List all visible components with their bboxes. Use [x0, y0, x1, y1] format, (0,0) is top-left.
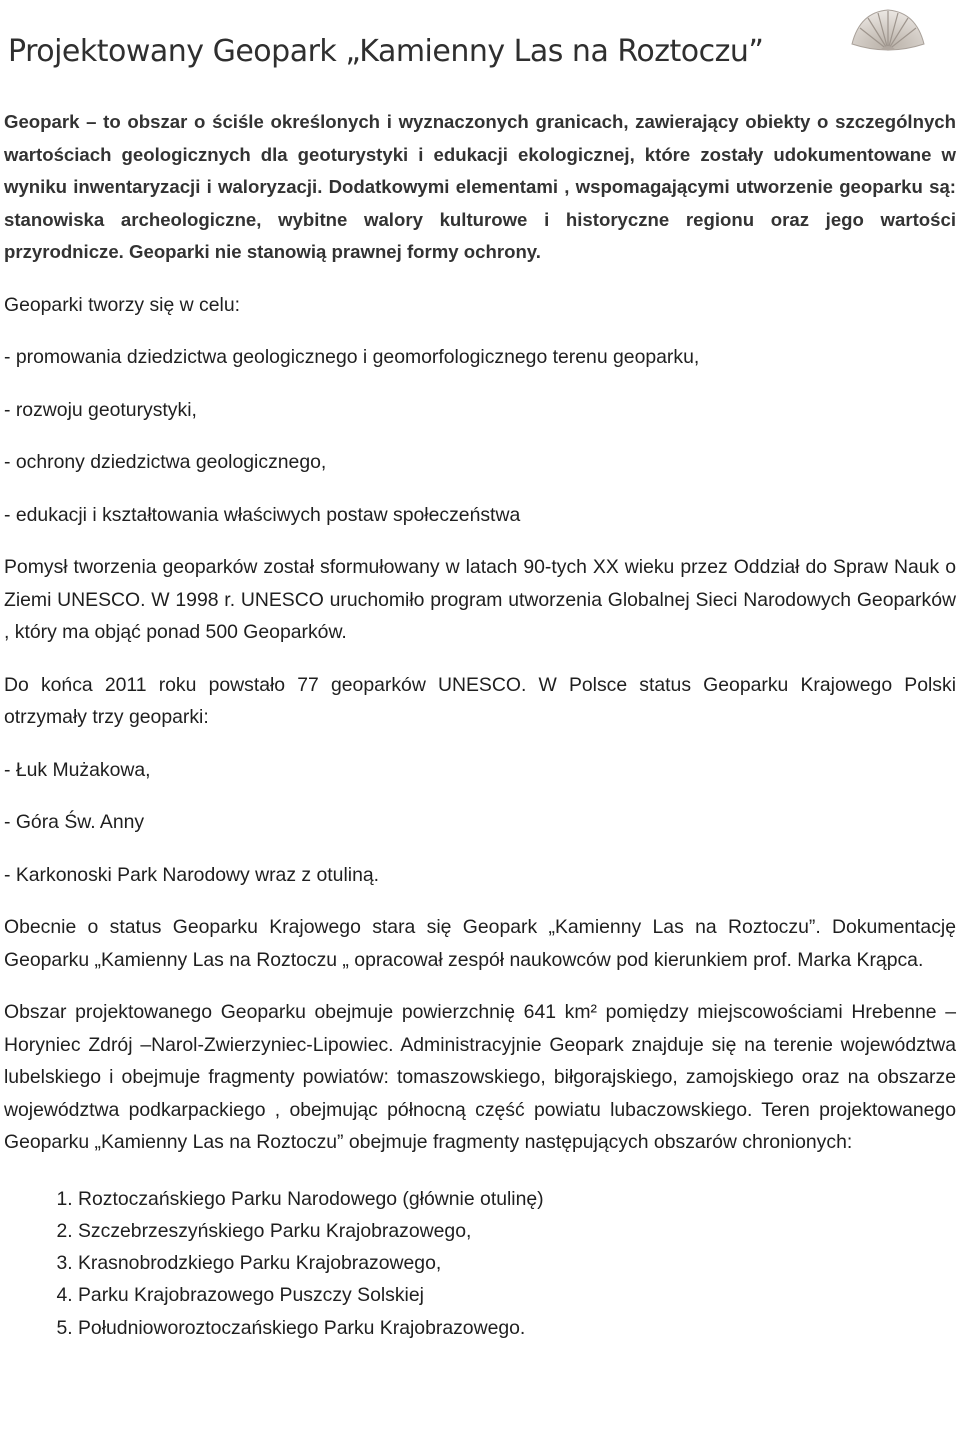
- protected-area-item: 1. Roztoczańskiego Parku Narodowego (głównie otulinę): [78, 1183, 956, 1215]
- protected-area-item: 4. Parku Krajobrazowego Puszczy Solskiej: [78, 1279, 956, 1311]
- shell-icon: [846, 6, 930, 52]
- goal-item: - promowania dziedzictwa geologicznego i geomorfologicznego terenu geoparku,: [4, 346, 700, 368]
- goal-item: - rozwoju geoturystyki,: [4, 398, 197, 421]
- unesco-paragraph: Pomysł tworzenia geoparków został sformułowany w latach 90-tych XX wieku przez Oddział do Spraw Nauk o Ziemi UNESCO. W 1998 r. UNESCO uruchomiło program utworzenia Globalnej Sieci Narodowych Geoparków , który ma objąć ponad 500 Geoparków.: [4, 556, 956, 643]
- protected-area-item: 5. Południoworoztoczańskiego Parku Krajobrazowego.: [78, 1312, 956, 1344]
- page-title: Projektowany Geopark „Kamienny Las na Roztoczu”: [8, 34, 764, 69]
- protected-area-item: 3. Krasnobrodzkiego Parku Krajobrazowego,: [78, 1247, 956, 1279]
- polish-geopark-item: - Karkonoski Park Narodowy wraz z otuliną.: [4, 863, 380, 886]
- goal-item: - edukacji i kształtowania właściwych postaw społeczeństwa: [4, 503, 521, 526]
- goals-heading: Geoparki tworzy się w celu:: [4, 293, 241, 316]
- protected-areas-list: [4, 1183, 956, 1344]
- goal-item: - ochrony dziedzictwa geologicznego,: [4, 451, 327, 473]
- intro-paragraph: Geopark – to obszar o ściśle określonych i wyznaczonych granicach, zawierający obiekty o szczególnych wartościach geologicznych dla geoturystyki i edukacji ekologicznej, które zostały udokumentowane w wyniku inwentaryzacji i waloryzacji. Dodatkowymi elementami , wspomagającymi utworzenie geoparku są: stanowiska archeologiczne, wybitne walory kulturowe i historyczne regionu oraz jego wartości przyrodnicze. Geoparki nie stanowią prawnej formy ochrony.: [4, 111, 956, 262]
- document-body: [4, 106, 956, 1344]
- area-paragraph: Obszar projektowanego Geoparku obejmuje powierzchnię 641 km² pomiędzy miejscowościami Hrebenne –Horyniec Zdrój –Narol-Zwierzyniec-Lipowiec. Administracyjnie Geopark znajduje się na terenie województwa lubelskiego i obejmuje fragmenty powiatów: tomaszowskiego, biłgorajskiego, zamojskiego oraz na obszarze województwa podkarpackiego , obejmując północną część powiatu lubaczowskiego. Teren projektowanego Geoparku „Kamienny Las na Roztoczu” obejmuje fragmenty następujących obszarów chronionych:: [4, 1001, 956, 1153]
- polish-geopark-item: - Góra Św. Anny: [4, 811, 145, 833]
- poland-paragraph: Do końca 2011 roku powstało 77 geoparków UNESCO. W Polsce status Geoparku Krajowego Polski otrzymały trzy geoparki:: [4, 673, 956, 728]
- current-status-paragraph: Obecnie o status Geoparku Krajowego stara się Geopark „Kamienny Las na Roztoczu”. Dokumentację Geoparku „Kamienny Las na Roztoczu „ opracował zespół naukowców pod kierunkiem prof. Marka Krąpca.: [4, 916, 956, 971]
- protected-area-item: 2. Szczebrzeszyńskiego Parku Krajobrazowego,: [78, 1215, 956, 1247]
- polish-geopark-item: - Łuk Mużakowa,: [4, 758, 151, 781]
